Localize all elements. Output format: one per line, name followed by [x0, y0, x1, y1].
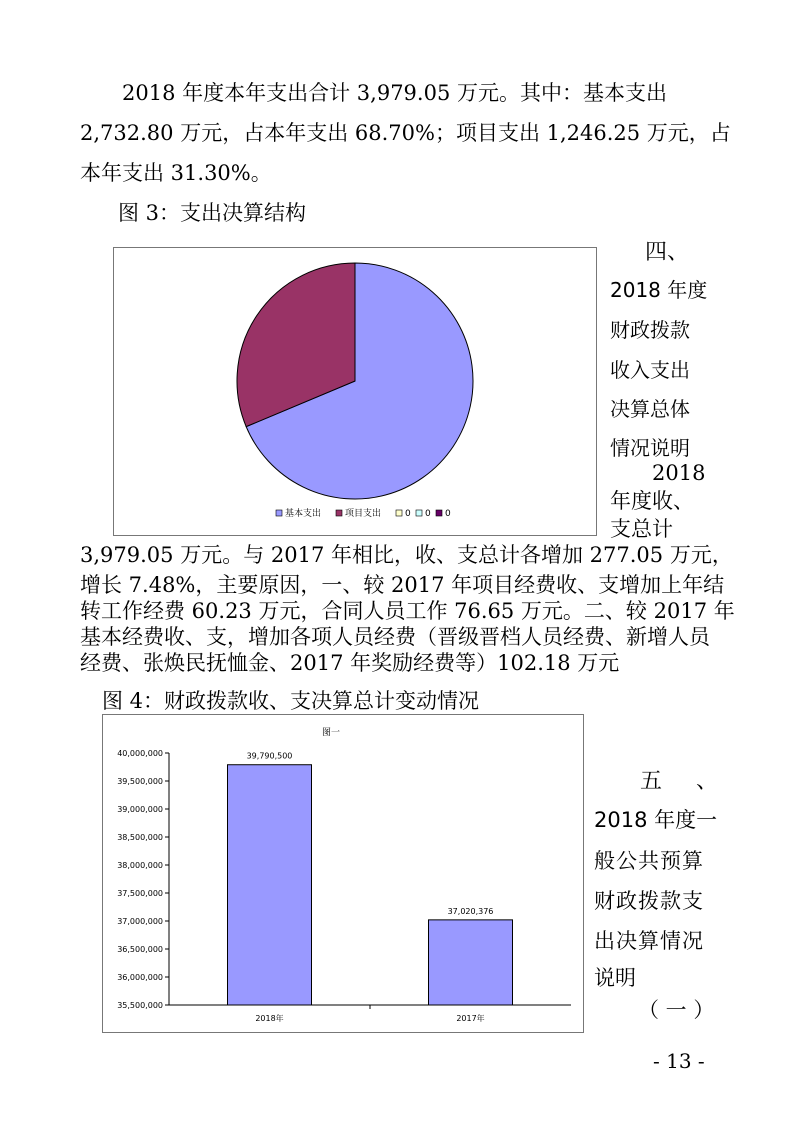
section5-heading: 五 、	[640, 769, 725, 794]
x-tick-label: 2017年	[456, 1014, 485, 1023]
pie-legend-label: 0	[405, 509, 411, 519]
pie-legend-swatch	[396, 510, 402, 516]
section4-line7: 2018	[652, 461, 706, 485]
y-tick-label: 37,500,000	[117, 889, 163, 898]
pie-chart-box	[113, 247, 597, 536]
y-tick-label: 36,000,000	[117, 973, 163, 982]
section4-line8: 年度收、	[610, 489, 694, 513]
figure4-caption: 图 4：财政拨款收、支决算总计变动情况	[102, 689, 480, 713]
section4-line4: 收入支出	[610, 358, 690, 382]
section5-line3: 般公共预算	[594, 849, 704, 873]
section4-heading: 四、	[645, 240, 690, 265]
para1-line1: 2018 年度本年支出合计 3,979.05 万元。其中：基本支出	[122, 81, 667, 105]
para2-line3: 转工作经费 60.23 万元，合同人员工作 76.65 万元。二、较 2017 年	[80, 599, 735, 623]
bar-chart-box	[102, 714, 584, 1033]
bar	[228, 765, 312, 1005]
pie-legend-label: 基本支出	[285, 509, 322, 519]
pie-legend-label: 0	[445, 509, 451, 519]
para1-line3: 本年支出 31.30%。	[80, 161, 272, 185]
section4-line5: 决算总体	[610, 397, 690, 421]
section5-line4: 财政拨款支	[594, 889, 704, 913]
x-tick-label: 2018年	[255, 1014, 284, 1023]
y-tick-label: 40,000,000	[117, 749, 163, 758]
y-tick-label: 35,500,000	[117, 1001, 163, 1010]
bar-value-label: 37,020,376	[447, 906, 494, 916]
bar	[429, 920, 513, 1005]
pie-legend-label: 0	[425, 509, 431, 519]
section4-line6: 情况说明	[610, 436, 690, 460]
page-number: - 13 -	[653, 1049, 705, 1073]
pie-legend-swatch	[416, 510, 422, 516]
y-tick-label: 39,000,000	[117, 805, 163, 814]
para2-line1: 3,979.05 万元。与 2017 年相比，收、支总计各增加 277.05 万元，	[80, 543, 733, 567]
y-tick-label: 36,500,000	[117, 945, 163, 954]
para2-line2: 增长 7.48%，主要原因，一、较 2017 年项目经费收、支增加上年结	[80, 573, 725, 597]
pie-chart	[114, 248, 596, 535]
section5-line5: 出决算情况	[594, 929, 704, 953]
y-tick-label: 38,000,000	[117, 861, 163, 870]
pie-legend-label: 项目支出	[345, 509, 382, 519]
para2-line5: 经费、张焕民抚恤金、2017 年奖励经费等）102.18 万元	[80, 651, 620, 675]
section5-line7: （ 一 ）	[638, 998, 715, 1022]
pie-legend-swatch	[336, 510, 342, 516]
pie-legend-swatch	[276, 510, 282, 516]
y-tick-label: 37,000,000	[117, 917, 163, 926]
y-tick-label: 39,500,000	[117, 777, 163, 786]
section4-line3: 财政拨款	[610, 318, 690, 342]
section4-line9: 支总计	[610, 517, 673, 541]
para2-line4: 基本经费收、支，增加各项人员经费（晋级晋档人员经费、新增人员	[80, 625, 710, 649]
bar-chart-title: 图一	[321, 728, 341, 738]
pie-legend-swatch	[436, 510, 442, 516]
bar-value-label: 39,790,500	[246, 751, 293, 761]
y-tick-label: 38,500,000	[117, 833, 163, 842]
figure3-caption: 图 3：支出决算结构	[118, 201, 307, 225]
bar-chart	[103, 715, 583, 1032]
section4-line2: 2018 年度	[610, 278, 708, 302]
para1-line2: 2,732.80 万元，占本年支出 68.70%；项目支出 1,246.25 万元，占	[80, 121, 731, 145]
section5-line6: 说明	[594, 966, 636, 990]
section5-line2: 2018 年度一	[594, 808, 718, 832]
